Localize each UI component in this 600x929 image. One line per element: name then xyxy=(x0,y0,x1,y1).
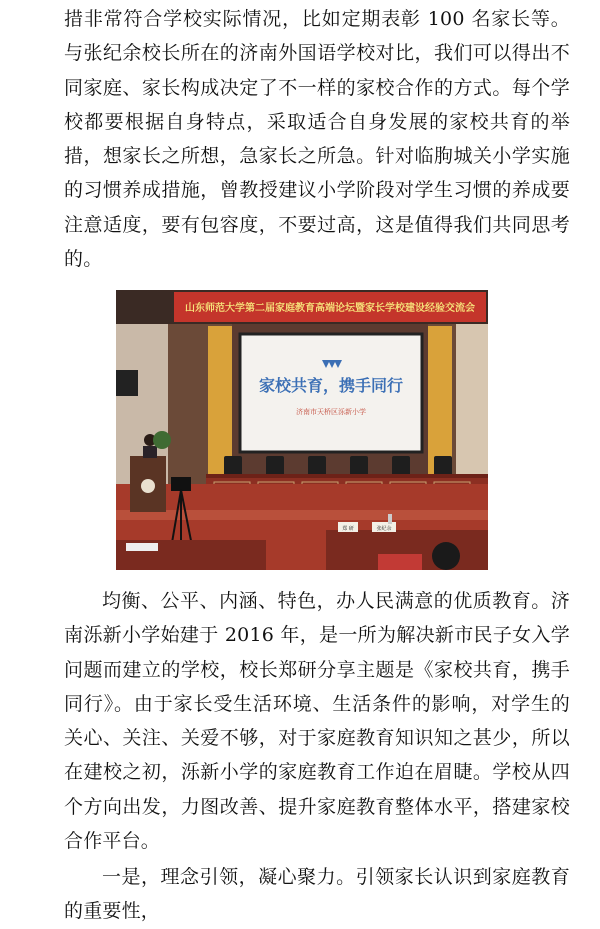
chair xyxy=(308,456,326,476)
chair xyxy=(434,456,452,476)
water-bottle xyxy=(388,514,392,524)
chair xyxy=(350,456,368,476)
paper xyxy=(126,543,158,551)
conference-photo xyxy=(116,290,488,570)
audience-head xyxy=(432,542,460,570)
curtain-right xyxy=(428,326,452,476)
chair xyxy=(266,456,284,476)
plant xyxy=(153,431,171,449)
screen-subtitle: 济南市天桥区泺新小学 xyxy=(296,408,366,416)
chair xyxy=(224,456,242,476)
nameplate-right: 张纪余 xyxy=(376,526,392,532)
podium-emblem-icon xyxy=(141,479,155,493)
wall-monitor xyxy=(116,370,138,396)
curtain-left xyxy=(208,326,232,476)
chair xyxy=(392,456,410,476)
nameplate-left: 郑 研 xyxy=(342,526,354,532)
paragraph-1: 措非常符合学校实际情况，比如定期表彰 100 名家长等。与张纪余校长所在的济南外国语学校对比，我们可以得出不同家庭、家长构成决定了不一样的家校合作的方式。每个学校都要根据自身特点，采取适合自身发展的家校共育的举措，想家长之所想，急家长之所急。针对临朐城关小学实施的习惯养成措施，曾教授建议小学阶段对学生习惯的养成要注意适度，要有包容度，不要过高，这是值得我们共同思考的。 xyxy=(64,8,570,271)
speaker-body xyxy=(143,446,157,458)
banner-text: 山东师范大学第二届家庭教育高端论坛暨家长学校建设经验交流会 xyxy=(185,303,475,314)
paragraph-2: 均衡、公平、内涵、特色，办人民满意的优质教育。济南泺新小学始建于 2016 年，是一所为解决新市民子女入学问题而建立的学校，校长郑研分享主题是《家校共育，携手同行》。由于家长受生活环境、生活条件的影响，对学生的关心、关注、关爱不够，对于家庭教育知识知之甚少，所以在建校之初，泺新小学的家庭教育工作迫在眉睫。学校从四个方向出发，力图改善、提升家庭教育整体水平，搭建家校合作平台。 xyxy=(64,590,570,853)
right-wall xyxy=(456,324,488,484)
audience-member xyxy=(378,554,422,570)
paragraph-3: 一是，理念引领，凝心聚力。引领家长认识到家庭教育的重要性， xyxy=(64,866,570,923)
screen-title: 家校共育，携手同行 xyxy=(258,376,404,395)
